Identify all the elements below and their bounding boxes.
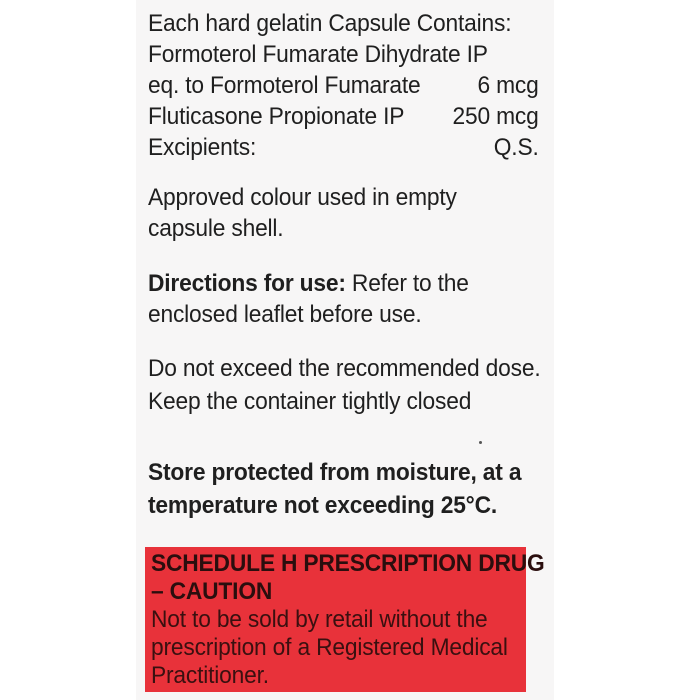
ingredient-1-row [148, 70, 539, 101]
warning-dose: Do not exceed the recommended dose. [148, 355, 541, 382]
storage-block [148, 456, 520, 522]
approved-colour-line-1: Approved colour used in empty [148, 184, 457, 211]
schedule-h-text [151, 550, 545, 690]
ingredient-2-amount: 250 mcg [452, 103, 539, 130]
ingredient-1-amount: 6 mcg [477, 72, 539, 99]
ingredient-2-name: Fluticasone Propionate IP [148, 103, 405, 130]
schedule-body-2: prescription of a Registered Medical [151, 634, 508, 661]
composition-block [148, 8, 539, 163]
schedule-heading-2: – CAUTION [151, 578, 273, 605]
ingredient-1-name: Formoterol Fumarate Dihydrate IP [148, 41, 488, 68]
directions-text-2: enclosed leaflet before use. [148, 301, 422, 328]
stray-dot [479, 441, 482, 444]
directions-block [148, 268, 520, 330]
ingredient-2-row [148, 101, 539, 132]
storage-line-2: temperature not exceeding 25°C. [148, 492, 498, 519]
schedule-heading-1: SCHEDULE H PRESCRIPTION DRUG [151, 550, 545, 577]
approved-colour-line-2: capsule shell. [148, 215, 284, 242]
warnings-block [148, 352, 541, 418]
ingredient-1-equivalent: eq. to Formoterol Fumarate [148, 72, 421, 99]
warning-container: Keep the container tightly closed [148, 388, 472, 415]
directions-line-1 [148, 268, 520, 299]
excipients-amount: Q.S. [493, 134, 539, 161]
schedule-body-1: Not to be sold by retail without the [151, 606, 488, 633]
excipients-row [148, 132, 539, 163]
schedule-body-3: Practitioner. [151, 662, 269, 689]
directions-label: Directions for use: [148, 270, 346, 297]
excipients-label: Excipients: [148, 134, 257, 161]
composition-heading: Each hard gelatin Capsule Contains: [148, 10, 512, 37]
directions-text-1: Refer to the [345, 270, 469, 297]
storage-line-1: Store protected from moisture, at a [148, 459, 522, 486]
approved-colour-block [148, 182, 520, 244]
